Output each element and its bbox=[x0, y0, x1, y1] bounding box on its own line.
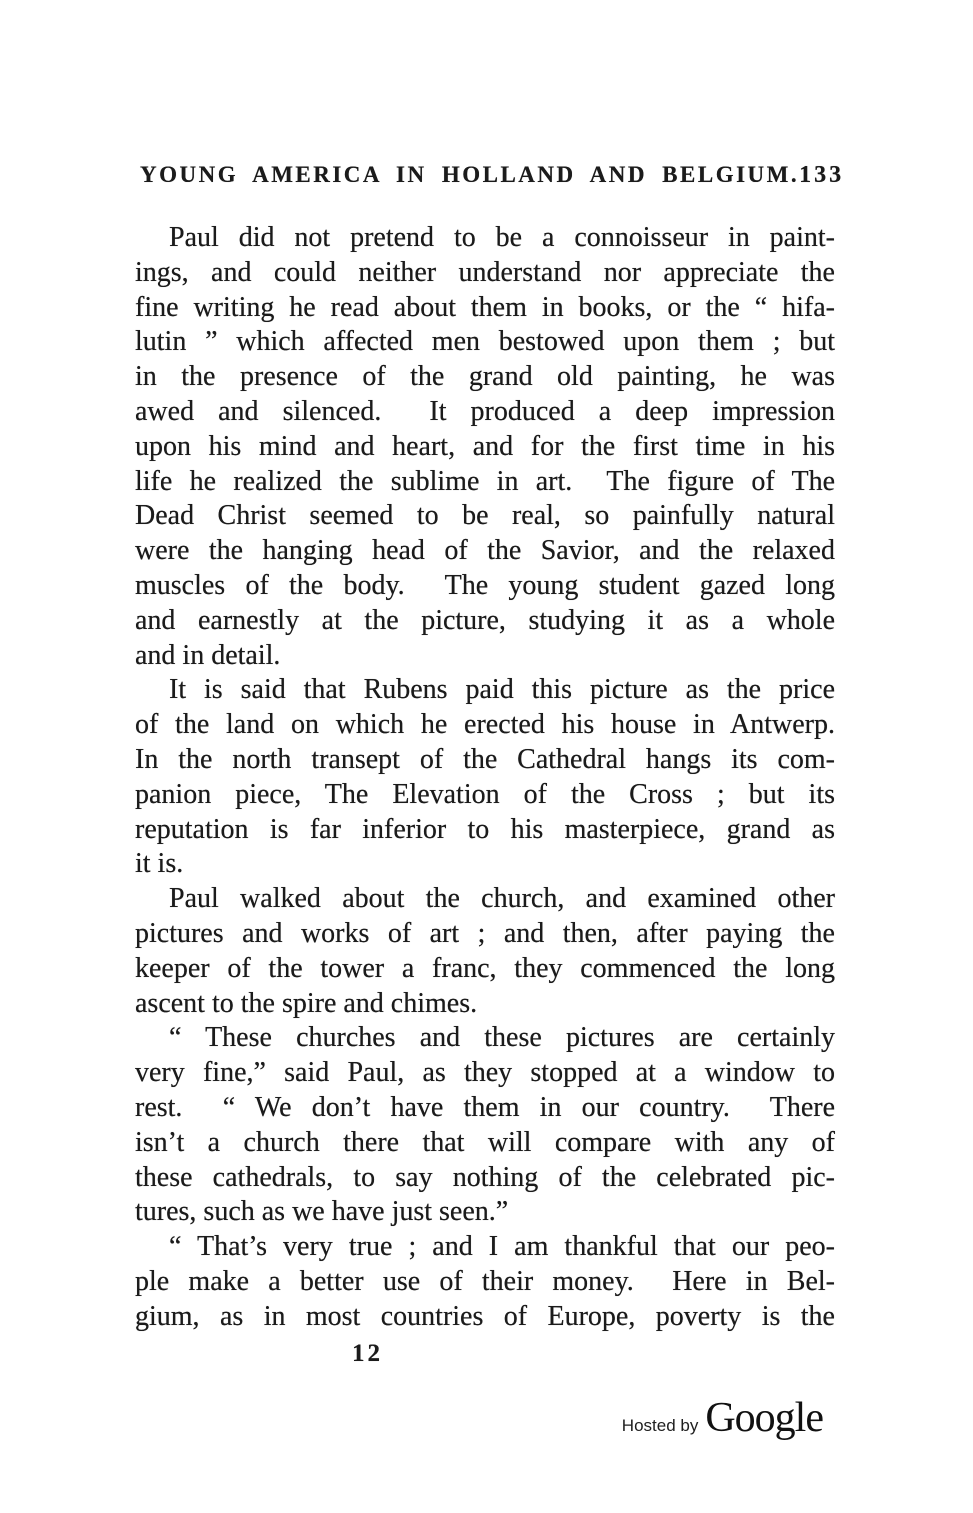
text-line: in the presence of the grand old painting, he was bbox=[135, 361, 835, 393]
text-line: life he realized the sublime in art. The figure of The bbox=[135, 465, 835, 497]
text-line: It is said that Rubens paid this picture as the price bbox=[169, 674, 835, 706]
text-line: and in detail. bbox=[135, 639, 281, 671]
text-line: and earnestly at the picture, studying it as a whole bbox=[135, 604, 835, 636]
text-line: keeper of the tower a franc, they commenced the long bbox=[135, 952, 835, 984]
paragraph bbox=[135, 882, 835, 1021]
text-line: awed and silenced. It produced a deep impression bbox=[135, 395, 835, 427]
text-line: “ That’s very true ; and I am thankful that our peo- bbox=[169, 1231, 835, 1263]
signature-mark: 12 bbox=[352, 1340, 383, 1367]
text-line: tures, such as we have just seen.” bbox=[135, 1196, 509, 1228]
google-watermark bbox=[0, 1394, 823, 1442]
paragraph bbox=[135, 1021, 835, 1230]
text-line: ings, and could neither understand nor appreciate the bbox=[135, 256, 835, 288]
text-line: Dead Christ seemed to be real, so painfully natural bbox=[135, 500, 835, 532]
text-line: ascent to the spire and chimes. bbox=[135, 987, 478, 1019]
text-line: these cathedrals, to say nothing of the celebrated pic- bbox=[135, 1161, 835, 1193]
text-line: pictures and works of art ; and then, after paying the bbox=[135, 917, 835, 949]
text-line: of the land on which he erected his house in Antwerp. bbox=[135, 709, 835, 741]
body-text bbox=[135, 221, 835, 1335]
hosted-by-label: Hosted by bbox=[621, 1416, 699, 1435]
text-line: very fine,” said Paul, as they stopped at a window to bbox=[135, 1057, 835, 1089]
text-line: ple make a better use of their money. Here in Bel- bbox=[135, 1265, 835, 1297]
paragraph bbox=[135, 673, 835, 882]
running-head bbox=[140, 162, 845, 189]
text-line: rest. “ We don’t have them in our country. There bbox=[135, 1091, 835, 1123]
text-line: isn’t a church there that will compare with any of bbox=[135, 1126, 835, 1158]
text-line: lutin ” which affected men bestowed upon them ; but bbox=[135, 326, 835, 358]
text-line: were the hanging head of the Savior, and the relaxed bbox=[135, 535, 835, 567]
text-line: “ These churches and these pictures are certainly bbox=[169, 1022, 835, 1054]
text-line: fine writing he read about them in books, or the “ hifa- bbox=[135, 291, 835, 323]
text-line: upon his mind and heart, and for the first time in his bbox=[135, 430, 835, 462]
paragraph bbox=[135, 1230, 835, 1334]
text-line: it is. bbox=[135, 848, 184, 880]
page-number: 133 bbox=[799, 162, 845, 188]
running-head-title: YOUNG AMERICA IN HOLLAND AND BELGIUM. bbox=[140, 162, 800, 187]
text-line: muscles of the body. The young student gazed long bbox=[135, 569, 835, 601]
google-logo: Google bbox=[705, 1395, 823, 1441]
text-line: panion piece, The Elevation of the Cross ; but its bbox=[135, 778, 835, 810]
paragraph bbox=[135, 221, 835, 673]
text-line: reputation is far inferior to his masterpiece, grand as bbox=[135, 813, 835, 845]
text-line: Paul walked about the church, and examined other bbox=[169, 883, 835, 915]
text-line: gium, as in most countries of Europe, poverty is the bbox=[135, 1300, 835, 1332]
text-line: In the north transept of the Cathedral hangs its com- bbox=[135, 743, 835, 775]
text-line: Paul did not pretend to be a connoisseur in paint- bbox=[169, 222, 835, 253]
